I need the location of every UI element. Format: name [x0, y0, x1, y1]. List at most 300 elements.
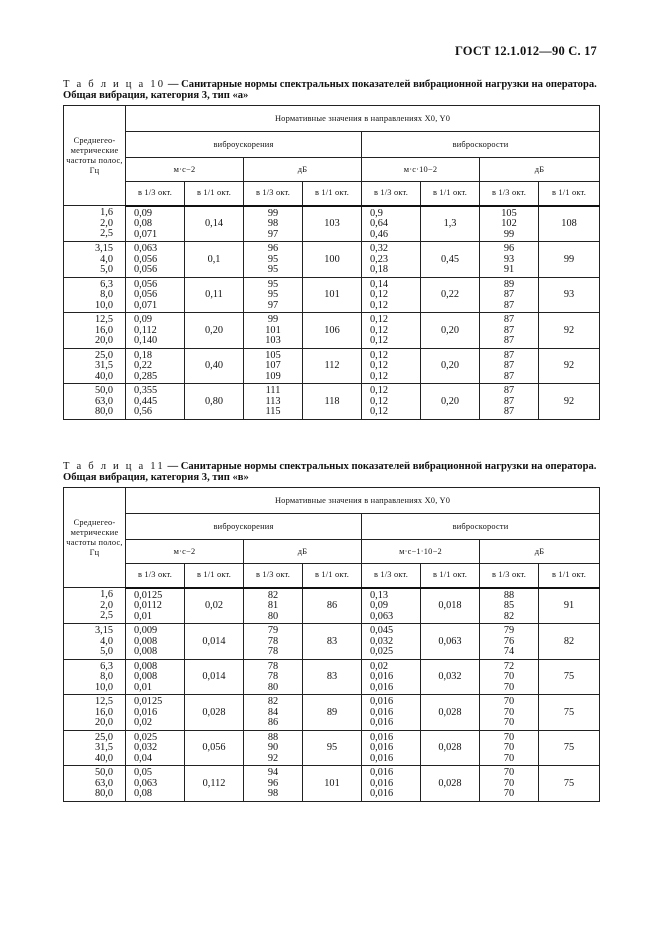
velocity-db-third-cell-value: 87	[503, 370, 515, 382]
accel-db-octave-cell: 89	[303, 695, 362, 731]
frequency-cell-value: 20,0	[94, 335, 113, 346]
accel-db-octave-cell: 83	[303, 659, 362, 695]
accel-db-third-cell-value: 82	[267, 696, 279, 707]
octave-header: в 1/1 окт.	[303, 564, 362, 588]
velocity-unit: м·с·10−2	[362, 158, 480, 182]
velocity-third-cell-value: 0,12	[370, 289, 389, 300]
accel-third-cell	[126, 242, 185, 278]
velocity-db-third-cell	[480, 588, 539, 624]
frequency-cell-value: 4,0	[100, 635, 113, 647]
third-octave-header: в 1/3 окт.	[480, 182, 539, 206]
page-header: ГОСТ 12.1.012—90 С. 17	[454, 44, 597, 58]
third-octave-header: в 1/3 окт.	[244, 182, 303, 206]
accel-octave-cell: 0,20	[185, 313, 244, 349]
table-10-label: Т а б л и ц а 10	[63, 79, 166, 90]
accel-third-cell-value: 0,140	[134, 335, 158, 346]
velocity-third-cell	[362, 206, 421, 242]
velocity-third-cell	[362, 384, 421, 420]
accel-db-third-cell	[244, 384, 303, 420]
velocity-db-third-cell-value: 87	[503, 314, 515, 325]
accel-third-cell	[126, 624, 185, 660]
velocity-db-octave-cell: 93	[539, 277, 600, 313]
accel-db-third-cell-value: 86	[267, 717, 279, 728]
frequency-cell-value: 1,6	[100, 207, 113, 219]
velocity-third-cell-value: 0,14	[370, 278, 389, 290]
frequency-cell-value: 2,0	[100, 599, 113, 611]
acceleration-header: виброускорения	[126, 132, 362, 158]
frequency-cell-value: 25,0	[94, 349, 113, 361]
velocity-db-third-cell	[480, 766, 539, 802]
velocity-third-cell-value: 0,12	[370, 395, 389, 407]
octave-header: в 1/1 окт.	[539, 564, 600, 588]
velocity-third-cell-value: 0,12	[370, 370, 389, 382]
velocity-third-cell-value: 0,12	[370, 335, 389, 346]
frequency-cell-value: 4,0	[100, 253, 113, 265]
velocity-third-cell-value: 0,12	[370, 314, 389, 325]
accel-third-cell	[126, 277, 185, 313]
velocity-third-cell-value: 0,032	[370, 635, 394, 647]
velocity-third-cell-value: 0,12	[370, 324, 389, 336]
velocity-db-third-cell-value: 102	[501, 218, 517, 229]
velocity-db-third-cell-value: 93	[503, 253, 515, 265]
accel-third-cell	[126, 695, 185, 731]
velocity-db-third-cell-value: 70	[503, 767, 515, 778]
velocity-db-third-cell	[480, 624, 539, 660]
frequency-cell-value: 12,5	[94, 314, 113, 325]
velocity-db-third-cell-value: 87	[503, 349, 515, 361]
velocity-db-third-cell	[480, 277, 539, 313]
accel-third-cell-value: 0,09	[134, 207, 153, 219]
accel-third-cell-value: 0,0125	[134, 589, 163, 601]
frequency-cell-value: 2,5	[100, 228, 113, 240]
accel-third-cell-value: 0,008	[134, 671, 158, 682]
accel-third-cell-value: 0,355	[134, 385, 158, 396]
velocity-octave-cell: 0,018	[421, 588, 480, 624]
velocity-db-third-cell	[480, 242, 539, 278]
accel-third-cell-value: 0,008	[134, 660, 158, 672]
velocity-third-cell-value: 0,18	[370, 264, 389, 275]
accel-db-third-cell-value: 95	[267, 264, 279, 275]
velocity-third-cell	[362, 659, 421, 695]
accel-third-cell-value: 0,056	[134, 264, 158, 275]
velocity-db-third-cell-value: 70	[503, 777, 515, 789]
frequency-cell	[64, 348, 126, 384]
accel-third-cell-value: 0,05	[134, 767, 153, 778]
velocity-db-octave-cell: 92	[539, 384, 600, 420]
frequency-cell-value: 80,0	[94, 406, 113, 417]
frequency-cell	[64, 588, 126, 624]
accel-third-cell-value: 0,056	[134, 289, 158, 300]
accel-db-third-cell-value: 78	[267, 635, 279, 647]
velocity-octave-cell: 1,3	[421, 206, 480, 242]
accel-db-third-cell-value: 92	[267, 752, 279, 764]
velocity-third-cell	[362, 588, 421, 624]
velocity-db-third-cell	[480, 206, 539, 242]
accel-db-third-cell	[244, 695, 303, 731]
frequency-cell-value: 31,5	[94, 360, 113, 371]
accel-db-third-cell-value: 109	[265, 370, 281, 382]
frequency-cell	[64, 659, 126, 695]
accel-db-third-cell-value: 78	[267, 646, 279, 657]
accel-octave-cell: 0,40	[185, 348, 244, 384]
accel-third-cell-value: 0,016	[134, 706, 158, 718]
table-10-subtitle: Общая вибрация, категория 3, тип «а»	[63, 90, 249, 101]
velocity-octave-cell: 0,028	[421, 695, 480, 731]
velocity-third-cell	[362, 695, 421, 731]
frequency-cell	[64, 206, 126, 242]
accel-db-octave-cell: 86	[303, 588, 362, 624]
accel-db-third-cell-value: 84	[267, 706, 279, 718]
velocity-third-cell-value: 0,016	[370, 706, 394, 718]
velocity-db-third-cell-value: 70	[503, 717, 515, 728]
octave-header: в 1/1 окт.	[539, 182, 600, 206]
accel-db-third-cell-value: 78	[267, 671, 279, 682]
velocity-octave-cell: 0,22	[421, 277, 480, 313]
velocity-octave-cell: 0,20	[421, 313, 480, 349]
velocity-db-third-cell-value: 70	[503, 696, 515, 707]
velocity-db-third-cell-value: 79	[503, 625, 515, 636]
velocity-db-unit: дБ	[480, 158, 600, 182]
accel-third-cell-value: 0,0112	[134, 600, 162, 611]
velocity-third-cell-value: 0,016	[370, 788, 394, 799]
accel-third-cell-value: 0,56	[134, 406, 153, 417]
velocity-db-third-cell-value: 70	[503, 742, 515, 753]
accel-octave-cell: 0,112	[185, 766, 244, 802]
velocity-db-third-cell	[480, 695, 539, 731]
frequency-cell-value: 10,0	[94, 681, 113, 693]
accel-db-third-cell-value: 96	[267, 243, 279, 254]
frequency-cell	[64, 313, 126, 349]
third-octave-header: в 1/3 окт.	[362, 564, 421, 588]
accel-db-third-cell-value: 98	[267, 218, 279, 229]
accel-db-third-cell-value: 95	[267, 278, 279, 290]
velocity-db-third-cell-value: 87	[503, 335, 515, 346]
accel-db-octave-cell: 106	[303, 313, 362, 349]
velocity-db-third-cell-value: 74	[503, 646, 515, 657]
accel-db-third-cell	[244, 659, 303, 695]
norm-header: Нормативные значения в направлениях X0, Y0	[126, 488, 600, 514]
velocity-db-third-cell-value: 70	[503, 788, 515, 799]
accel-octave-cell: 0,014	[185, 624, 244, 660]
acceleration-header: виброускорения	[126, 514, 362, 540]
velocity-db-third-cell-value: 70	[503, 671, 515, 682]
accel-db-octave-cell: 101	[303, 277, 362, 313]
velocity-db-third-cell-value: 70	[503, 752, 515, 764]
velocity-third-cell-value: 0,016	[370, 767, 394, 778]
frequency-cell-value: 50,0	[94, 385, 113, 396]
accel-db-octave-cell: 100	[303, 242, 362, 278]
table-row	[64, 313, 600, 349]
velocity-db-third-cell-value: 76	[503, 635, 515, 647]
table-10	[63, 105, 600, 420]
velocity-db-third-cell-value: 82	[503, 610, 515, 622]
accel-third-cell-value: 0,285	[134, 370, 158, 382]
frequency-cell-value: 3,15	[94, 243, 113, 254]
velocity-octave-cell: 0,032	[421, 659, 480, 695]
table-row	[64, 348, 600, 384]
acceleration-unit: м·с−2	[126, 540, 244, 564]
accel-db-octave-cell: 101	[303, 766, 362, 802]
accel-octave-cell: 0,1	[185, 242, 244, 278]
frequency-cell-value: 31,5	[94, 742, 113, 753]
velocity-third-cell	[362, 348, 421, 384]
accel-db-third-cell-value: 98	[267, 788, 279, 799]
velocity-octave-cell: 0,45	[421, 242, 480, 278]
velocity-db-octave-cell: 91	[539, 588, 600, 624]
accel-octave-cell: 0,80	[185, 384, 244, 420]
velocity-db-third-cell-value: 96	[503, 243, 515, 254]
accel-third-cell	[126, 384, 185, 420]
accel-third-cell	[126, 730, 185, 766]
frequency-cell-value: 2,0	[100, 217, 113, 229]
table-row	[64, 695, 600, 731]
velocity-third-cell	[362, 766, 421, 802]
accel-db-third-cell-value: 101	[265, 324, 281, 336]
velocity-third-cell-value: 0,02	[370, 660, 389, 672]
velocity-third-cell-value: 0,016	[370, 742, 394, 753]
accel-third-cell	[126, 313, 185, 349]
table-11-label: Т а б л и ц а 11	[63, 461, 165, 472]
third-octave-header: в 1/3 окт.	[480, 564, 539, 588]
velocity-db-octave-cell: 92	[539, 348, 600, 384]
accel-db-third-cell-value: 96	[267, 777, 279, 789]
accel-db-third-cell	[244, 242, 303, 278]
frequency-cell	[64, 384, 126, 420]
accel-db-third-cell-value: 99	[267, 207, 279, 219]
velocity-db-third-cell	[480, 384, 539, 420]
velocity-third-cell	[362, 277, 421, 313]
velocity-db-third-cell-value: 87	[503, 324, 515, 336]
accel-db-third-cell-value: 103	[265, 335, 281, 346]
velocity-third-cell-value: 0,12	[370, 349, 389, 361]
velocity-third-cell-value: 0,045	[370, 625, 394, 636]
velocity-third-cell-value: 0,09	[370, 600, 389, 611]
velocity-third-cell	[362, 624, 421, 660]
accel-db-third-cell-value: 90	[267, 742, 279, 753]
accel-third-cell	[126, 206, 185, 242]
accel-third-cell	[126, 659, 185, 695]
velocity-db-octave-cell: 82	[539, 624, 600, 660]
table-10-caption	[63, 79, 603, 101]
table-10-title: — Санитарные нормы спектральных показателей вибрационной нагрузки на оператора.	[165, 79, 597, 90]
velocity-db-octave-cell: 75	[539, 695, 600, 731]
octave-header: в 1/1 окт.	[421, 182, 480, 206]
accel-db-third-cell	[244, 277, 303, 313]
velocity-header: виброскорости	[362, 132, 600, 158]
accel-third-cell-value: 0,056	[134, 253, 158, 265]
accel-db-third-cell-value: 80	[267, 610, 279, 622]
accel-third-cell-value: 0,071	[134, 299, 158, 311]
accel-third-cell-value: 0,008	[134, 635, 158, 647]
velocity-db-third-cell-value: 91	[503, 264, 515, 275]
velocity-db-octave-cell: 92	[539, 313, 600, 349]
table-row	[64, 242, 600, 278]
frequency-cell	[64, 766, 126, 802]
velocity-db-octave-cell: 75	[539, 730, 600, 766]
velocity-db-third-cell-value: 87	[503, 299, 515, 311]
frequency-cell-value: 5,0	[100, 646, 113, 657]
velocity-db-octave-cell: 99	[539, 242, 600, 278]
frequency-cell-value: 12,5	[94, 696, 113, 707]
accel-db-third-cell	[244, 588, 303, 624]
frequency-cell-value: 20,0	[94, 717, 113, 728]
accel-db-third-cell-value: 81	[267, 600, 279, 611]
accel-db-third-cell	[244, 766, 303, 802]
velocity-db-third-cell-value: 87	[503, 406, 515, 417]
velocity-third-cell-value: 0,016	[370, 731, 394, 743]
accel-third-cell-value: 0,071	[134, 228, 158, 240]
accel-db-third-cell-value: 115	[265, 406, 281, 417]
accel-third-cell-value: 0,032	[134, 742, 158, 753]
frequency-cell	[64, 277, 126, 313]
velocity-octave-cell: 0,063	[421, 624, 480, 660]
velocity-third-cell	[362, 313, 421, 349]
accel-db-octave-cell: 83	[303, 624, 362, 660]
acceleration-db-unit: дБ	[244, 540, 362, 564]
frequency-cell-value: 6,3	[100, 278, 113, 290]
frequency-cell-value: 10,0	[94, 299, 113, 311]
velocity-third-cell-value: 0,23	[370, 253, 389, 265]
velocity-third-cell-value: 0,12	[370, 385, 389, 396]
velocity-db-third-cell-value: 89	[503, 278, 515, 290]
velocity-header: виброскорости	[362, 514, 600, 540]
third-octave-header: в 1/3 окт.	[362, 182, 421, 206]
accel-third-cell-value: 0,09	[134, 314, 153, 325]
frequency-cell-value: 63,0	[94, 395, 113, 407]
frequency-cell-value: 16,0	[94, 324, 113, 336]
frequency-cell-value: 80,0	[94, 788, 113, 799]
velocity-octave-cell: 0,20	[421, 384, 480, 420]
accel-third-cell-value: 0,01	[134, 610, 153, 622]
table-row	[64, 730, 600, 766]
frequency-cell-value: 2,5	[100, 610, 113, 622]
accel-db-octave-cell: 118	[303, 384, 362, 420]
velocity-db-third-cell-value: 85	[503, 600, 515, 611]
accel-db-third-cell-value: 95	[267, 289, 279, 300]
velocity-third-cell-value: 0,13	[370, 589, 389, 601]
velocity-third-cell-value: 0,063	[370, 610, 394, 622]
velocity-db-third-cell-value: 72	[503, 660, 515, 672]
velocity-db-octave-cell: 108	[539, 206, 600, 242]
accel-db-third-cell-value: 78	[267, 660, 279, 672]
accel-third-cell	[126, 766, 185, 802]
velocity-db-third-cell	[480, 730, 539, 766]
velocity-db-third-cell-value: 99	[503, 228, 515, 240]
octave-header: в 1/1 окт.	[303, 182, 362, 206]
velocity-db-third-cell-value: 87	[503, 395, 515, 407]
velocity-third-cell-value: 0,12	[370, 360, 389, 371]
velocity-db-octave-cell: 75	[539, 766, 600, 802]
acceleration-unit: м·с−2	[126, 158, 244, 182]
frequency-cell	[64, 242, 126, 278]
accel-db-third-cell-value: 94	[267, 767, 279, 778]
velocity-octave-cell: 0,028	[421, 766, 480, 802]
velocity-db-third-cell-value: 70	[503, 681, 515, 693]
velocity-third-cell	[362, 242, 421, 278]
accel-db-octave-cell: 103	[303, 206, 362, 242]
frequency-cell	[64, 695, 126, 731]
frequency-cell-value: 3,15	[94, 625, 113, 636]
velocity-third-cell-value: 0,016	[370, 671, 394, 682]
table-11-subtitle: Общая вибрация, категория 3, тип «в»	[63, 472, 249, 483]
frequency-cell-value: 50,0	[94, 767, 113, 778]
accel-db-third-cell-value: 88	[267, 731, 279, 743]
velocity-db-octave-cell: 75	[539, 659, 600, 695]
accel-third-cell-value: 0,0125	[134, 696, 163, 707]
table-row	[64, 766, 600, 802]
third-octave-header: в 1/3 окт.	[126, 182, 185, 206]
octave-header: в 1/1 окт.	[185, 182, 244, 206]
accel-third-cell-value: 0,22	[134, 360, 153, 371]
velocity-db-third-cell-value: 70	[503, 731, 515, 743]
accel-third-cell-value: 0,008	[134, 646, 158, 657]
table-row	[64, 206, 600, 242]
accel-db-third-cell-value: 97	[267, 299, 279, 311]
accel-db-third-cell-value: 107	[265, 360, 281, 371]
frequency-cell	[64, 730, 126, 766]
octave-header: в 1/1 окт.	[421, 564, 480, 588]
norm-header: Нормативные значения в направлениях X0, Y0	[126, 106, 600, 132]
accel-third-cell-value: 0,025	[134, 731, 158, 743]
frequency-cell-value: 6,3	[100, 660, 113, 672]
accel-third-cell-value: 0,04	[134, 752, 153, 764]
accel-db-third-cell-value: 99	[267, 314, 279, 325]
accel-db-octave-cell: 112	[303, 348, 362, 384]
accel-octave-cell: 0,02	[185, 588, 244, 624]
accel-db-third-cell-value: 79	[267, 625, 279, 636]
table-row	[64, 384, 600, 420]
accel-db-third-cell-value: 95	[267, 253, 279, 265]
velocity-db-third-cell-value: 87	[503, 360, 515, 371]
velocity-db-third-cell-value: 105	[501, 207, 517, 219]
table-11-title: — Санитарные нормы спектральных показателей вибрационной нагрузки на оператора.	[164, 461, 597, 472]
table-11-caption	[63, 461, 603, 483]
accel-db-third-cell	[244, 348, 303, 384]
accel-third-cell-value: 0,01	[134, 681, 153, 693]
accel-third-cell-value: 0,08	[134, 788, 153, 799]
accel-db-third-cell	[244, 206, 303, 242]
velocity-third-cell-value: 0,12	[370, 299, 389, 311]
velocity-third-cell	[362, 730, 421, 766]
accel-third-cell-value: 0,009	[134, 625, 158, 636]
accel-octave-cell: 0,14	[185, 206, 244, 242]
velocity-third-cell-value: 0,64	[370, 218, 389, 229]
velocity-third-cell-value: 0,016	[370, 752, 394, 764]
velocity-third-cell-value: 0,12	[370, 406, 389, 417]
frequency-cell	[64, 624, 126, 660]
velocity-octave-cell: 0,028	[421, 730, 480, 766]
accel-third-cell-value: 0,112	[134, 324, 157, 336]
accel-db-third-cell-value: 97	[267, 228, 279, 240]
octave-header: в 1/1 окт.	[185, 564, 244, 588]
accel-db-third-cell	[244, 624, 303, 660]
accel-db-third-cell	[244, 730, 303, 766]
accel-third-cell-value: 0,18	[134, 349, 153, 361]
third-octave-header: в 1/3 окт.	[126, 564, 185, 588]
accel-third-cell-value: 0,02	[134, 717, 153, 728]
table-row	[64, 588, 600, 624]
accel-db-third-cell-value: 105	[265, 349, 281, 361]
acceleration-db-unit: дБ	[244, 158, 362, 182]
velocity-db-third-cell	[480, 313, 539, 349]
accel-db-third-cell-value: 111	[265, 385, 281, 396]
velocity-third-cell-value: 0,016	[370, 717, 394, 728]
accel-third-cell-value: 0,056	[134, 278, 158, 290]
accel-octave-cell: 0,11	[185, 277, 244, 313]
third-octave-header: в 1/3 окт.	[244, 564, 303, 588]
velocity-third-cell-value: 0,025	[370, 646, 394, 657]
frequency-cell-value: 16,0	[94, 706, 113, 718]
